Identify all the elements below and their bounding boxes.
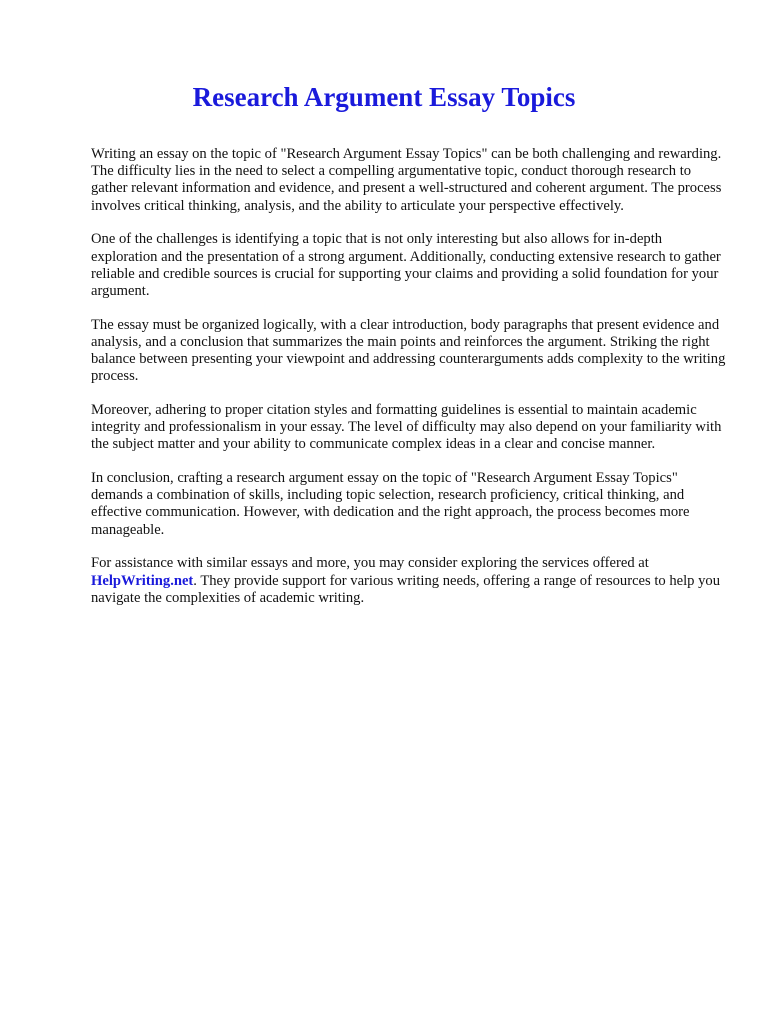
page-title: Research Argument Essay Topics <box>192 82 576 112</box>
paragraph-conclusion: In conclusion, crafting a research argument essay on the topic of "Research Argument Essay Topics" demands a combination of skills, including topic selection, research proficiency, critical thinking, and effective communication. However, with dedication and the right approach, the process becomes more manageable. <box>91 470 690 538</box>
assistance-text-before: For assistance with similar essays and more, you may consider exploring the services offered at <box>91 555 649 572</box>
paragraph-intro: Writing an essay on the topic of "Research Argument Essay Topics" can be both challenging and rewarding. The difficulty lies in the need to select a compelling argumentative topic, conduct thorough research to gather relevant information and evidence, and present a well-structured and coherent argument. The process involves critical thinking, analysis, and the ability to articulate your perspective effectively. <box>91 146 722 214</box>
paragraph-assistance <box>91 555 731 607</box>
paragraph-challenges: One of the challenges is identifying a topic that is not only interesting but also allows for in-depth exploration and the presentation of a strong argument. Additionally, conducting extensive research to gather reliable and credible sources is crucial for supporting your claims and providing a solid foundation for your argument. <box>91 231 721 299</box>
helpwriting-link[interactable]: HelpWriting.net <box>91 572 194 589</box>
paragraph-organization: The essay must be organized logically, with a clear introduction, body paragraphs that present evidence and analysis, and a conclusion that summarizes the main points and reinforces the argument. Striking the right balance between presenting your viewpoint and addressing counterarguments adds complexity to the writing process. <box>91 316 726 385</box>
paragraph-citation: Moreover, adhering to proper citation styles and formatting guidelines is essential to maintain academic integrity and professionalism in your essay. The level of difficulty may also depend on your familiarity with the subject matter and your ability to communicate complex ideas in a clear and concise manner. <box>91 401 722 453</box>
document-body <box>91 146 731 623</box>
assistance-text-after: . They provide support for various writing needs, offering a range of resources to help you navigate the complexities of academic writing. <box>91 572 721 606</box>
